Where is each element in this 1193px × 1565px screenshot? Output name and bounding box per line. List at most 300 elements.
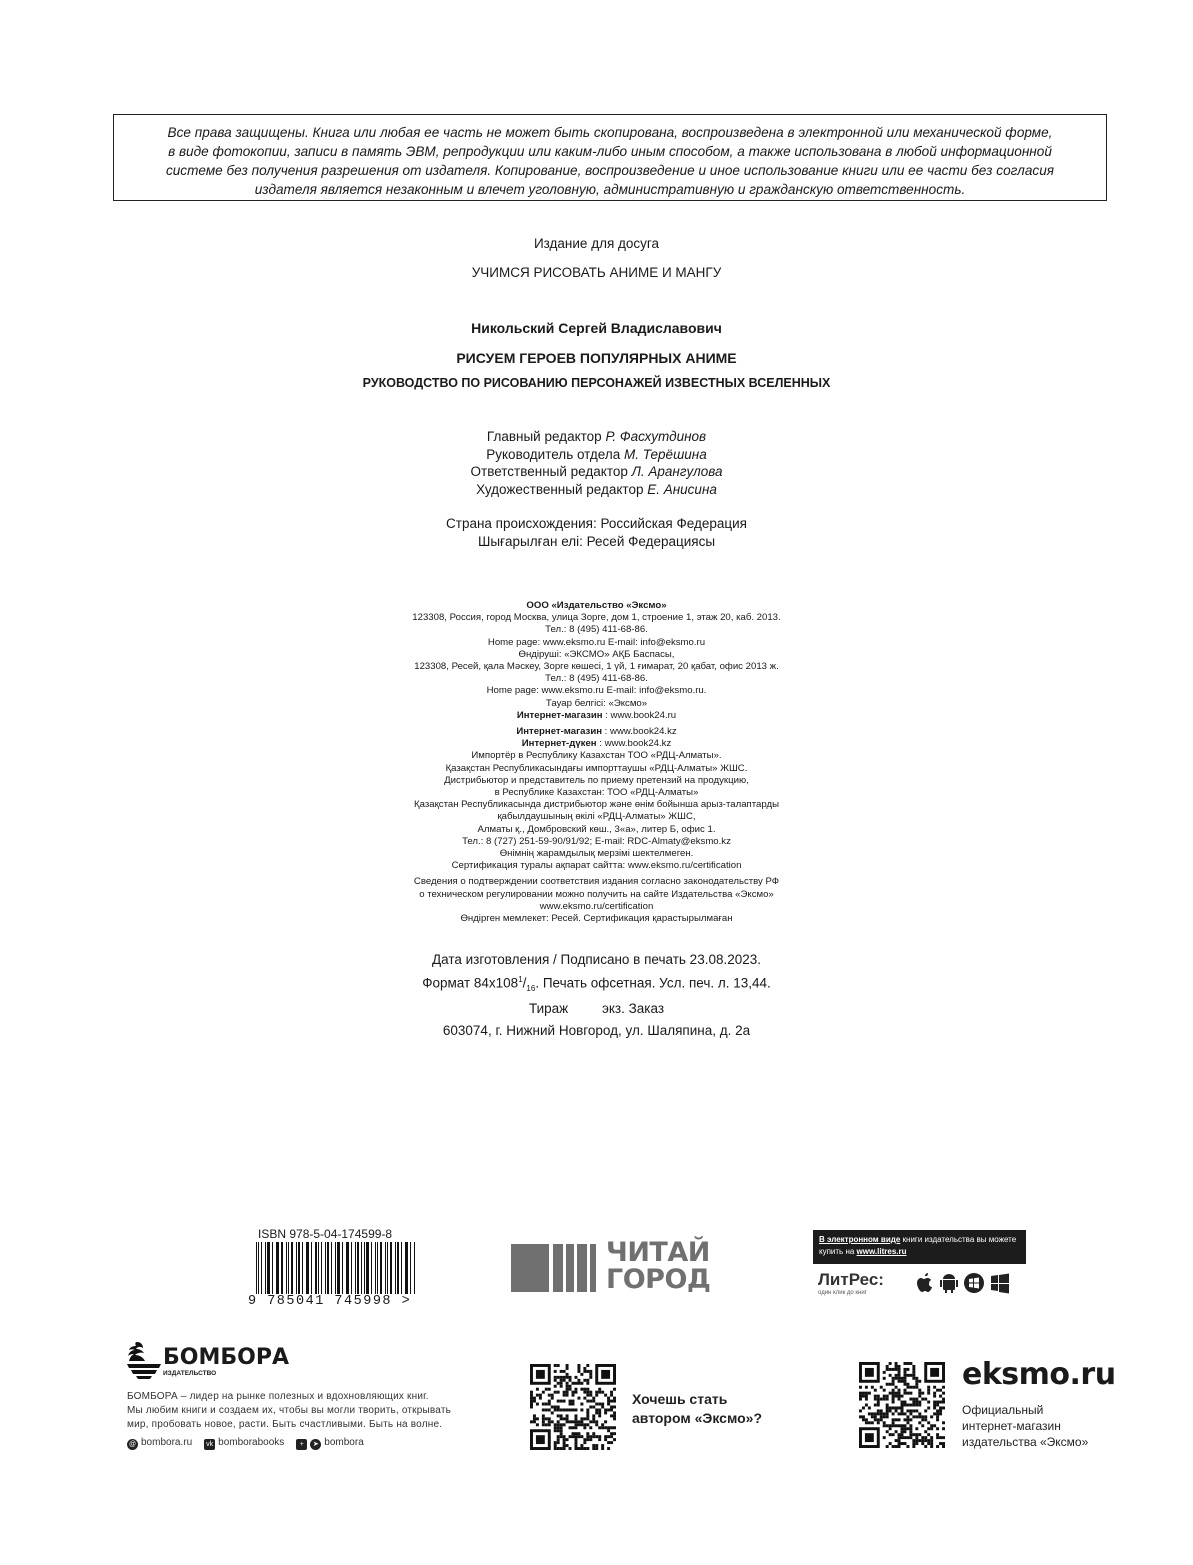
barcode-bar (318, 1242, 319, 1294)
qr-module (924, 1439, 927, 1442)
qr-module (895, 1395, 898, 1398)
eksmo-description (962, 1402, 1088, 1450)
qr-module (583, 1379, 586, 1382)
barcode-bar (296, 1242, 297, 1294)
chitai-gorod-logo (511, 1237, 711, 1296)
qr-module (874, 1404, 877, 1407)
imprint-line: Тел.: 8 (495) 411-68-86. (545, 673, 648, 685)
qr-module (895, 1392, 898, 1395)
qr-module (595, 1408, 598, 1411)
qr-module (542, 1417, 545, 1420)
qr-module (865, 1421, 868, 1424)
qr-module (889, 1374, 892, 1377)
qr-module (915, 1409, 918, 1412)
qr-module (918, 1380, 921, 1383)
qr-module (883, 1377, 886, 1380)
litres-banner-text: книги издательства вы можете (900, 1235, 1017, 1244)
qr-module (610, 1406, 613, 1409)
litres-logo: ЛитРес: (818, 1270, 884, 1289)
bombora-wave-icon (127, 1340, 161, 1380)
imprint-line: қабылдаушының өкілі «РДЦ-Алматы» ЖШС, (497, 811, 696, 823)
qr-module (560, 1376, 563, 1379)
imprint-line: Өндіруші: «ЭКСМО» АҚБ Баспасы, (518, 648, 675, 660)
qr-module (859, 1392, 862, 1395)
qr-module (933, 1395, 936, 1398)
qr-module (936, 1409, 939, 1412)
qr-module (566, 1444, 569, 1447)
qr-module (886, 1395, 889, 1398)
qr-module (930, 1424, 933, 1427)
qr-module (895, 1406, 898, 1409)
qr-module (548, 1388, 551, 1391)
qr-module (563, 1435, 566, 1438)
qr-module (868, 1406, 871, 1409)
qr-module (871, 1415, 874, 1418)
qr-module (918, 1421, 921, 1424)
qr-module (560, 1432, 563, 1435)
qr-module (895, 1418, 898, 1421)
qr-module (892, 1412, 895, 1415)
qr-module (912, 1398, 915, 1401)
qr-module (610, 1432, 613, 1435)
qr-module (610, 1394, 613, 1397)
qr-module (906, 1362, 909, 1365)
qr-module (933, 1404, 936, 1407)
qr-module (563, 1447, 566, 1450)
qr-module (909, 1412, 912, 1415)
qr-module (592, 1397, 595, 1400)
qr-module (895, 1424, 898, 1427)
qr-module (930, 1436, 933, 1439)
social-vk[interactable] (204, 1437, 284, 1450)
qr-module (898, 1389, 901, 1392)
country-of-origin (0, 515, 1193, 550)
qr-module (592, 1406, 595, 1409)
qr-module (921, 1436, 924, 1439)
qr-module (604, 1394, 607, 1397)
qr-module (939, 1401, 942, 1404)
barcode-bar (401, 1242, 402, 1294)
qr-module (939, 1409, 942, 1412)
qr-module (554, 1408, 557, 1411)
qr-module (560, 1400, 563, 1403)
qr-module (874, 1389, 877, 1392)
barcode-bar (355, 1242, 356, 1294)
qr-module (865, 1368, 874, 1377)
qr-module (877, 1418, 880, 1421)
qr-module (871, 1412, 874, 1415)
qr-module (613, 1432, 616, 1435)
qr-module (898, 1439, 901, 1442)
qr-module (577, 1364, 580, 1367)
qr-module (551, 1397, 554, 1400)
qr-module (895, 1374, 898, 1377)
qr-module (898, 1433, 901, 1436)
qr-module (865, 1433, 874, 1442)
qr-module (898, 1377, 901, 1380)
qr-module (566, 1385, 569, 1388)
qr-module (898, 1371, 901, 1374)
qr-module (903, 1377, 906, 1380)
qr-module (898, 1368, 901, 1371)
qr-module (895, 1362, 898, 1365)
qr-module (927, 1389, 930, 1392)
barcode-bar (298, 1242, 300, 1294)
qr-module (586, 1423, 589, 1426)
qr-module (586, 1388, 589, 1391)
telegram-icon: ➤ (310, 1439, 321, 1450)
qr-module (886, 1430, 889, 1433)
editorial-credits (0, 428, 1193, 498)
qr-module (566, 1420, 569, 1423)
qr-module (563, 1441, 566, 1444)
barcode-bar (281, 1242, 283, 1294)
qr-module (595, 1435, 598, 1438)
qr-module (886, 1415, 889, 1418)
qr-module (560, 1385, 563, 1388)
qr-module (886, 1412, 889, 1415)
qr-module (918, 1415, 921, 1418)
isbn-label: ISBN 978-5-04-174599-8 (258, 1227, 393, 1241)
qr-module (898, 1424, 901, 1427)
qr-module (889, 1368, 892, 1371)
qr-module (915, 1401, 918, 1404)
barcode-bar (267, 1242, 270, 1294)
qr-module (859, 1386, 862, 1389)
qr-module (572, 1403, 575, 1406)
qr-module (903, 1362, 906, 1365)
qr-module (927, 1386, 930, 1389)
qr-module (557, 1438, 560, 1441)
qr-module (580, 1373, 583, 1376)
qr-module (604, 1411, 607, 1414)
qr-module (595, 1403, 598, 1406)
qr-module (583, 1417, 586, 1420)
qr-module (933, 1401, 936, 1404)
qr-module (930, 1442, 933, 1445)
qr-module (912, 1377, 915, 1380)
qr-module (906, 1383, 909, 1386)
qr-module (942, 1421, 945, 1424)
qr-module (548, 1417, 551, 1420)
qr-module (557, 1429, 560, 1432)
social-vk-label: bomborabooks (218, 1437, 285, 1448)
qr-module (933, 1412, 936, 1415)
qr-module (563, 1400, 566, 1403)
qr-module (574, 1388, 577, 1391)
qr-module (909, 1404, 912, 1407)
qr-module (574, 1414, 577, 1417)
qr-module (942, 1386, 945, 1389)
qr-module (930, 1368, 939, 1377)
format-suffix: . Печать офсетная. Усл. печ. л. 13,44. (535, 975, 771, 991)
qr-module (569, 1420, 572, 1423)
qr-module (613, 1388, 616, 1391)
chitai-gorod-books-icon (511, 1242, 601, 1294)
qr-module (551, 1420, 554, 1423)
qr-module (912, 1445, 915, 1448)
qr-module (859, 1395, 862, 1398)
qr-module (554, 1370, 557, 1373)
barcode-bar (331, 1242, 333, 1294)
credit-person: М. Терёшина (624, 446, 707, 462)
qr-module (554, 1429, 557, 1432)
qr-module (557, 1382, 560, 1385)
qr-module (921, 1418, 924, 1421)
qr-module (601, 1406, 604, 1409)
rights-line: в виде фотокопии, записи в память ЭВМ, репродукции или каким-либо иным способом, а также использована в любой информационной (168, 144, 1052, 159)
qr-module (927, 1406, 930, 1409)
qr-module (903, 1374, 906, 1377)
qr-module (886, 1368, 889, 1371)
qr-module (903, 1418, 906, 1421)
qr-module (607, 1403, 610, 1406)
qr-module (874, 1412, 877, 1415)
author-qr-code[interactable] (530, 1364, 616, 1450)
plus-icon: + (296, 1439, 307, 1450)
qr-module (554, 1447, 557, 1450)
barcode-bar (321, 1242, 322, 1294)
qr-module (554, 1376, 557, 1379)
shop-label: Интернет-магазин (516, 726, 603, 738)
qr-module (530, 1400, 533, 1403)
eksmo-desc-line: интернет-магазин (962, 1419, 1061, 1433)
qr-module (901, 1395, 904, 1398)
qr-module (892, 1392, 895, 1395)
qr-module (915, 1386, 918, 1389)
litres-tagline: один клик до книг (818, 1290, 867, 1296)
qr-module (572, 1420, 575, 1423)
barcode-bar (366, 1242, 369, 1294)
qr-module (542, 1414, 545, 1417)
qr-module (918, 1404, 921, 1407)
credit-person: Е. Анисина (647, 481, 717, 497)
barcode-bar (325, 1242, 326, 1294)
qr-module (586, 1417, 589, 1420)
qr-module (536, 1370, 545, 1379)
litres-banner-line-1 (819, 1234, 1020, 1246)
qr-module (533, 1397, 536, 1400)
qr-module (915, 1404, 918, 1407)
qr-module (936, 1415, 939, 1418)
qr-module (936, 1436, 939, 1439)
qr-module (598, 1403, 601, 1406)
qr-module (880, 1409, 883, 1412)
qr-module (939, 1436, 942, 1439)
qr-module (560, 1429, 563, 1432)
qr-module (912, 1371, 915, 1374)
qr-module (592, 1417, 595, 1420)
qr-module (906, 1409, 909, 1412)
edition-type: Издание для досуга (533, 236, 660, 251)
qr-module (903, 1430, 906, 1433)
qr-module (924, 1415, 927, 1418)
qr-module (889, 1406, 892, 1409)
qr-module (906, 1418, 909, 1421)
eksmo-shop-qr-code[interactable] (859, 1362, 945, 1448)
qr-module (592, 1435, 595, 1438)
qr-module (921, 1415, 924, 1418)
qr-module (915, 1398, 918, 1401)
qr-module (607, 1426, 610, 1429)
qr-module (557, 1376, 560, 1379)
qr-module (903, 1392, 906, 1395)
imprint-line: Home page: www.eksmo.ru E-mail: info@eksmo.ru (487, 636, 706, 648)
bombora-social-links (127, 1437, 364, 1450)
qr-module (536, 1394, 539, 1397)
imprint-line: Алматы қ., Домбровский көш., 3«а», литер Б, офис 1. (477, 823, 716, 835)
barcode-bar (265, 1242, 266, 1294)
qr-module (577, 1423, 580, 1426)
imprint-line: Сертификация туралы ақпарат сайтта: www.eksmo.ru/certification (451, 860, 742, 872)
qr-module (883, 1415, 886, 1418)
barcode-bar (342, 1242, 343, 1294)
platform-icons (915, 1272, 1011, 1294)
eksmo-site-name[interactable]: eksmo.ru (962, 1357, 1116, 1392)
qr-module (574, 1420, 577, 1423)
qr-module (560, 1417, 563, 1420)
qr-module (574, 1426, 577, 1429)
qr-module (569, 1376, 572, 1379)
qr-module (906, 1436, 909, 1439)
qr-module (566, 1364, 569, 1367)
qr-module (862, 1415, 865, 1418)
qr-module (613, 1417, 616, 1420)
qr-module (595, 1423, 598, 1426)
imprint-line (0, 738, 1193, 750)
qr-module (563, 1391, 566, 1394)
imprint-line: www.eksmo.ru/certification (539, 900, 654, 912)
publisher-imprint (0, 600, 1193, 925)
qr-module (601, 1370, 610, 1379)
qr-module (903, 1427, 906, 1430)
qr-module (898, 1380, 901, 1383)
qr-module (903, 1436, 906, 1439)
shop-value: : www.book24.kz (596, 738, 672, 750)
imprint-line: Қазақстан Республикасында дистрибьютор және өнім бойынша арыз-талаптарды (414, 799, 779, 811)
qr-module (892, 1389, 895, 1392)
qr-module (883, 1395, 886, 1398)
qr-module (874, 1398, 877, 1401)
social-telegram[interactable] (296, 1437, 363, 1450)
qr-module (915, 1427, 918, 1430)
qr-module (930, 1427, 933, 1430)
qr-module (942, 1398, 945, 1401)
qr-module (880, 1412, 883, 1415)
qr-module (560, 1447, 563, 1450)
qr-module (607, 1441, 610, 1444)
barcode-bar (286, 1242, 287, 1294)
litres-banner-bold: В электронном виде (819, 1235, 901, 1244)
qr-module (569, 1400, 572, 1403)
qr-module (892, 1368, 895, 1371)
qr-module (889, 1424, 892, 1427)
qr-module (595, 1444, 598, 1447)
qr-module (536, 1403, 539, 1406)
qr-module (566, 1382, 569, 1385)
barcode-bar (291, 1242, 294, 1294)
qr-module (574, 1408, 577, 1411)
qr-module (598, 1414, 601, 1417)
qr-module (574, 1417, 577, 1420)
qr-module (939, 1389, 942, 1392)
qr-module (560, 1414, 563, 1417)
qr-module (604, 1420, 607, 1423)
qr-module (865, 1404, 868, 1407)
qr-module (927, 1421, 930, 1424)
qr-module (563, 1444, 566, 1447)
qr-module (912, 1415, 915, 1418)
qr-module (601, 1426, 604, 1429)
qr-module (598, 1435, 601, 1438)
bombora-subtitle: ИЗДАТЕЛЬСТВО (163, 1370, 217, 1377)
qr-module (924, 1445, 927, 1448)
qr-module (912, 1442, 915, 1445)
qr-module (530, 1394, 533, 1397)
qr-module (589, 1373, 592, 1376)
qr-module (886, 1365, 889, 1368)
qr-module (939, 1442, 942, 1445)
qr-module (915, 1433, 918, 1436)
qr-module (936, 1445, 939, 1448)
qr-module (865, 1395, 868, 1398)
apple-icon (915, 1272, 935, 1294)
barcode-bar (380, 1242, 382, 1294)
qr-module (933, 1386, 936, 1389)
qr-module (892, 1433, 895, 1436)
qr-module (874, 1418, 877, 1421)
barcode-bar (258, 1242, 259, 1294)
qr-module (586, 1391, 589, 1394)
qr-module (921, 1442, 924, 1445)
qr-module (918, 1389, 921, 1392)
qr-module (610, 1414, 613, 1417)
qr-module (892, 1421, 895, 1424)
qr-module (545, 1423, 548, 1426)
qr-module (580, 1435, 583, 1438)
qr-module (574, 1382, 577, 1385)
qr-module (874, 1415, 877, 1418)
qr-module (589, 1438, 592, 1441)
qr-module (557, 1414, 560, 1417)
qr-module (936, 1389, 939, 1392)
qr-module (583, 1426, 586, 1429)
qr-module (554, 1385, 557, 1388)
qr-module (883, 1398, 886, 1401)
qr-module (586, 1370, 589, 1373)
shop-label: Интернет-магазин (516, 709, 603, 721)
qr-module (607, 1435, 610, 1438)
qr-module (548, 1408, 551, 1411)
qr-module (583, 1423, 586, 1426)
vk-icon: vk (206, 1441, 214, 1448)
qr-module (865, 1392, 868, 1395)
qr-module (560, 1435, 563, 1438)
qr-module (877, 1421, 880, 1424)
qr-module (903, 1401, 906, 1404)
barcode-bar (377, 1242, 378, 1294)
qr-module (533, 1417, 536, 1420)
qr-module (577, 1435, 580, 1438)
social-website[interactable] (127, 1437, 192, 1450)
qr-module (560, 1423, 563, 1426)
qr-module (574, 1447, 577, 1450)
qr-module (924, 1436, 927, 1439)
qr-module (901, 1430, 904, 1433)
imprint-line: Дистрибьютор и представитель по приему претензий на продукцию, (444, 774, 749, 786)
litres-site-link[interactable]: www.litres.ru (856, 1247, 907, 1256)
qr-module (539, 1394, 542, 1397)
